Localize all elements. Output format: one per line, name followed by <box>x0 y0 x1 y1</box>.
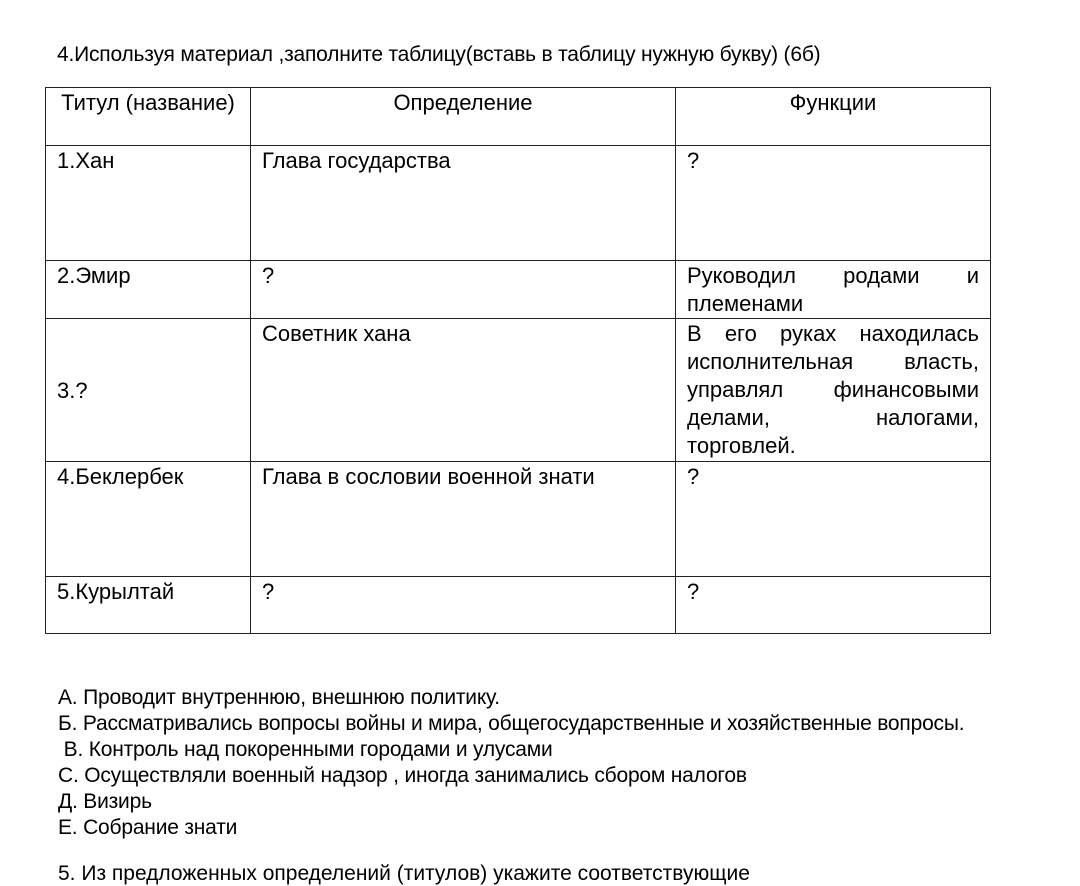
cell-title: 2.Эмир <box>46 261 251 319</box>
cell-title: 4.Беклербек <box>46 462 251 577</box>
table-row <box>46 261 991 319</box>
table-row <box>46 319 991 462</box>
option-e: Е. Собрание знати <box>58 816 238 839</box>
table-row <box>46 462 991 577</box>
cutoff-next-task: 5. Из предложенных определений (титулов) укажите соответствующие <box>58 862 750 885</box>
cell-definition: Советник хана <box>251 319 676 462</box>
option-s: С. Осуществляли военный надзор , иногда занимались сбором налогов <box>58 764 747 787</box>
cell-title: 5.Курылтай <box>46 577 251 634</box>
cell-title: 3.? <box>46 319 251 462</box>
table-row <box>46 577 991 634</box>
cell-definition: ? <box>251 577 676 634</box>
cell-definition: Глава в сословии военной знати <box>251 462 676 577</box>
header-title: Титул (название) <box>46 88 251 146</box>
table-row <box>46 146 991 261</box>
cell-definition: ? <box>251 261 676 319</box>
cell-functions: ? <box>676 577 991 634</box>
cell-functions: ? <box>676 462 991 577</box>
cell-title: 1.Хан <box>46 146 251 261</box>
header-functions: Функции <box>676 88 991 146</box>
titles-table <box>45 87 991 634</box>
cell-functions: Руководил родами и племенами <box>676 261 991 319</box>
header-definition: Определение <box>251 88 676 146</box>
option-v: В. Контроль над покоренными городами и улусами <box>58 738 553 761</box>
answer-options <box>58 685 998 841</box>
option-a: А. Проводит внутреннюю, внешнюю политику. <box>58 686 500 709</box>
task-title: 4.Используя материал ,заполните таблицу(вставь в таблицу нужную букву) (6б) <box>57 43 821 66</box>
option-b: Б. Рассматривались вопросы войны и мира, общегосударственные и хозяйственные вопросы. <box>58 712 965 735</box>
cell-functions: ? <box>676 146 991 261</box>
cell-functions: В его руках находилась исполнительная власть, управлял финансовыми делами, налогами, торговлей. <box>676 319 991 462</box>
option-d: Д. Визирь <box>58 790 152 813</box>
cell-definition: Глава государства <box>251 146 676 261</box>
table-header-row <box>46 88 991 146</box>
